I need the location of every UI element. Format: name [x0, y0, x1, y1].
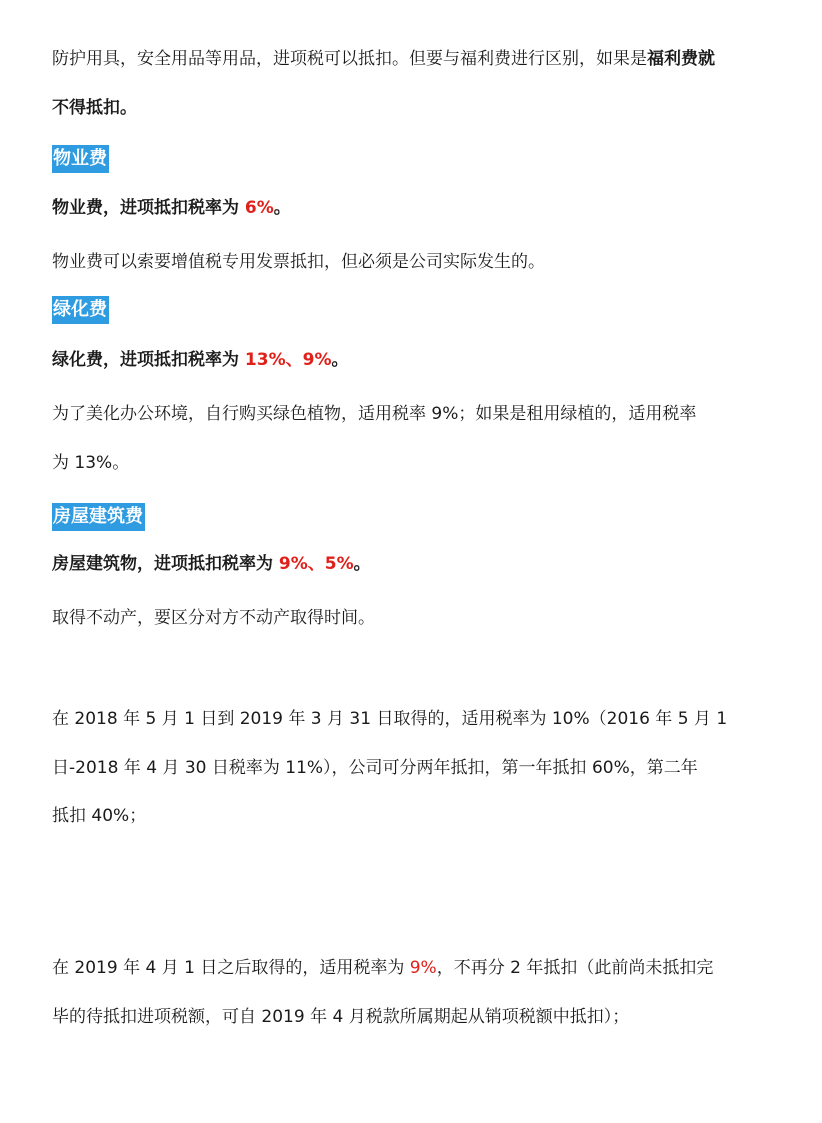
property-rate-line	[52, 196, 291, 220]
building-para1-line-3: 抵扣 40%；	[52, 806, 147, 826]
building-rate-label: 房屋建筑物，进项抵扣税率为	[52, 554, 279, 574]
building-rate-value: 9%、5%	[278, 554, 354, 574]
building-para2-line-1	[52, 956, 713, 980]
intro-line-2: 不得抵扣。	[52, 98, 137, 118]
greening-desc-line-1: 为了美化办公环境，自行购买绿色植物，适用税率 9%；如果是租用绿植的，适用税率	[52, 404, 697, 424]
building-para1-line-1: 在 2018 年 5 月 1 日到 2019 年 3 月 31 日取得的，适用税率为 10%（2016 年 5 月 1	[52, 709, 728, 729]
building-para2-rate: 9%	[409, 958, 437, 978]
section-heading-greening: 绿化费	[52, 296, 109, 324]
property-rate-value: 6%	[244, 198, 274, 218]
greening-rate-line	[52, 348, 348, 372]
section-heading-building: 房屋建筑费	[52, 503, 145, 531]
section-heading-property: 物业费	[52, 145, 109, 173]
greening-rate-end: 。	[331, 350, 349, 370]
greening-desc-line-2: 为 13%。	[52, 453, 130, 473]
building-para2-text-b: ，不再分 2 年抵扣（此前尚未抵扣完	[436, 958, 714, 978]
intro-text: 防护用具，安全用品等用品，进项税可以抵扣。但要与福利费进行区别，如果是	[52, 49, 647, 69]
building-para2-line-2: 毕的待抵扣进项税额，可自 2019 年 4 月税款所属期起从销项税额中抵扣）；	[52, 1007, 630, 1027]
property-rate-label: 物业费，进项抵扣税率为	[52, 198, 245, 218]
greening-rate-label: 绿化费，进项抵扣税率为	[52, 350, 245, 370]
building-rate-end: 。	[353, 554, 371, 574]
intro-bold-text: 福利费就	[647, 49, 715, 69]
property-description: 物业费可以索要增值税专用发票抵扣，但必须是公司实际发生的。	[52, 252, 545, 272]
intro-line-1	[52, 47, 715, 71]
building-para1-line-2: 日-2018 年 4 月 30 日税率为 11%），公司可分两年抵扣，第一年抵扣 60%，第二年	[52, 758, 698, 778]
greening-rate-value: 13%、9%	[244, 350, 332, 370]
building-description: 取得不动产，要区分对方不动产取得时间。	[52, 608, 375, 628]
building-rate-line	[52, 552, 371, 576]
property-rate-end: 。	[273, 198, 291, 218]
building-para2-text-a: 在 2019 年 4 月 1 日之后取得的，适用税率为	[52, 958, 410, 978]
